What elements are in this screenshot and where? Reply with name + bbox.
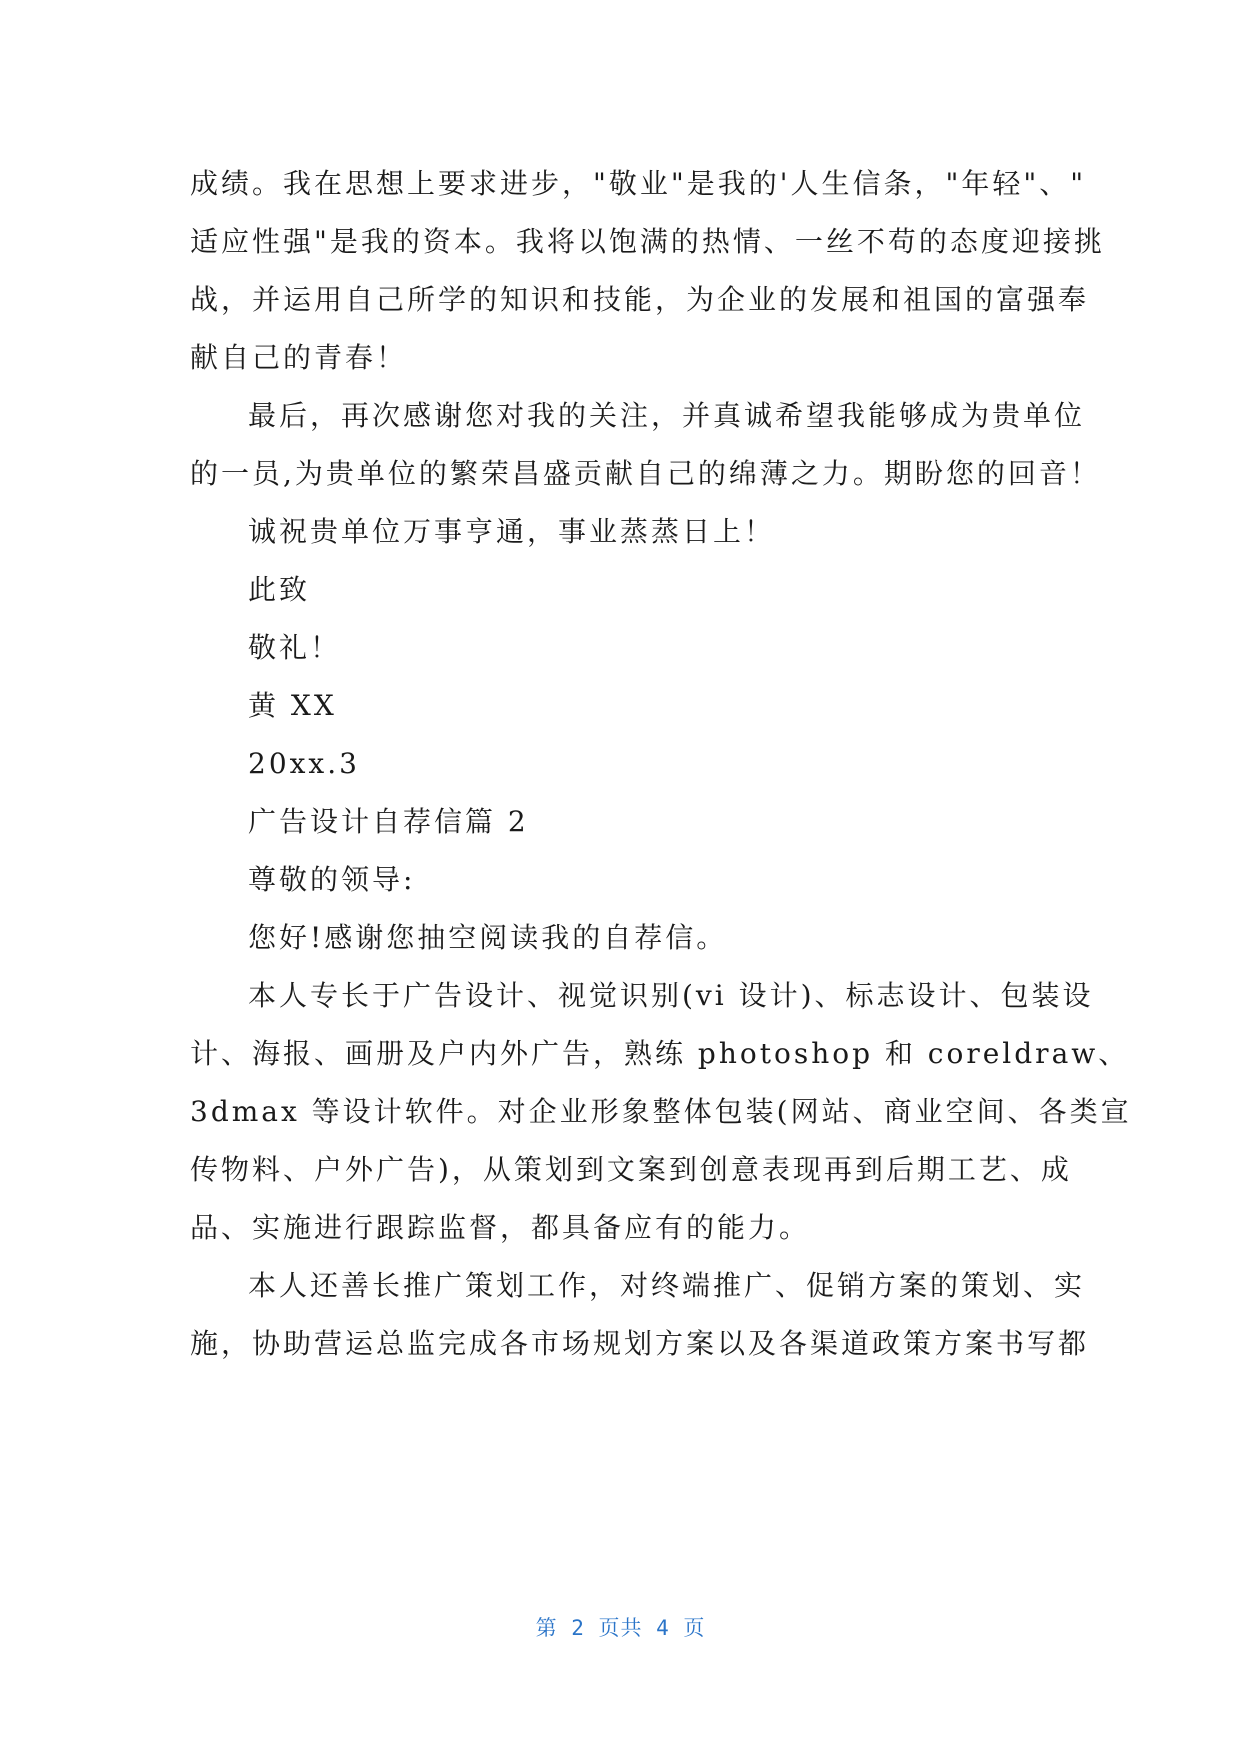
paragraph-line: 最后，再次感谢您对我的关注，并真诚希望我能够成为贵单位 (248, 399, 1086, 432)
paragraph-line: 品、实施进行跟踪监督，都具备应有的能力。 (190, 1211, 811, 1244)
closing-salutation: 此致 (248, 573, 311, 606)
paragraph-line: 传物料、户外广告)，从策划到文案到创意表现再到后期工艺、成 (190, 1153, 1072, 1186)
paragraph-line: 献自己的青春！ (190, 341, 408, 374)
signature-name: 黄 XX (248, 689, 337, 722)
paragraph-line: 施，协助营运总监完成各市场规划方案以及各渠道政策方案书写都 (190, 1327, 1090, 1360)
paragraph-line: 战，并运用自己所学的知识和技能，为企业的发展和祖国的富强奉 (190, 283, 1090, 316)
paragraph-line: 3dmax 等设计软件。对企业形象整体包装(网站、商业空间、各类宣 (190, 1095, 1132, 1128)
greeting: 尊敬的领导: (248, 863, 416, 896)
opening-line: 您好!感谢您抽空阅读我的自荐信。 (248, 921, 728, 954)
section-heading: 广告设计自荐信篇 2 (248, 805, 529, 838)
signature-date: 20xx.3 (248, 747, 360, 780)
paragraph-line: 本人专长于广告设计、视觉识别(vi 设计)、标志设计、包装设 (248, 979, 1094, 1012)
closing-wish: 诚祝贵单位万事亨通，事业蒸蒸日上！ (248, 515, 776, 548)
closing-regards: 敬礼！ (248, 631, 342, 664)
paragraph-line: 成绩。我在思想上要求进步，"敬业"是我的'人生信条，"年轻"、" (190, 167, 1087, 200)
paragraph-line: 计、海报、画册及户内外广告，熟练 photoshop 和 coreldraw、 (190, 1037, 1130, 1070)
paragraph-line: 的一员,为贵单位的繁荣昌盛贡献自己的绵薄之力。期盼您的回音！ (190, 457, 1101, 490)
paragraph-line: 本人还善长推广策划工作，对终端推广、促销方案的策划、实 (248, 1269, 1086, 1302)
page-number-footer: 第 2 页共 4 页 (535, 1616, 706, 1640)
paragraph-line: 适应性强"是我的资本。我将以饱满的热情、一丝不苟的态度迎接挑 (190, 225, 1105, 258)
